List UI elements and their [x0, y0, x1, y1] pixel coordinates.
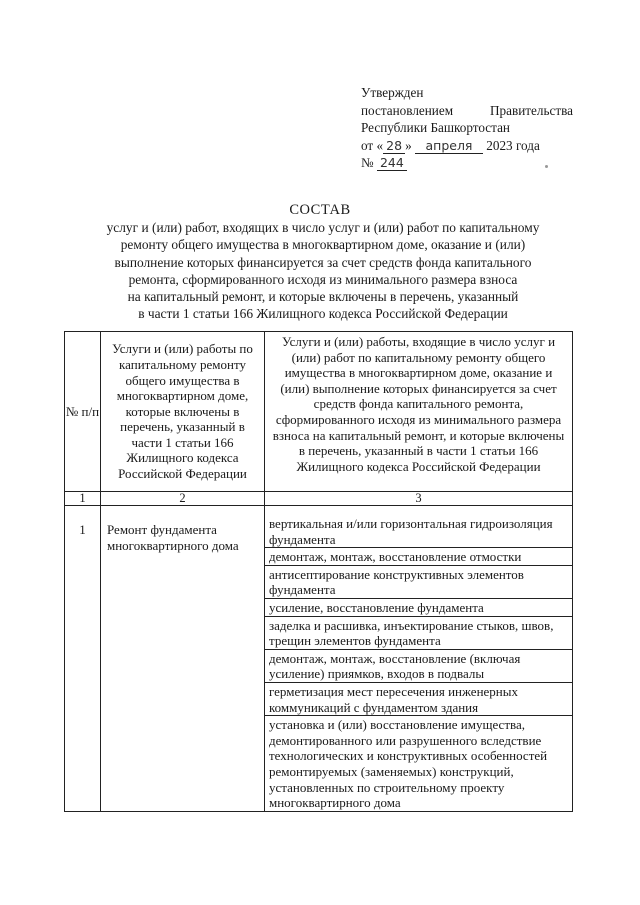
subservice-item: вертикальная и/или горизонтальная гидроизоляция фундамента [269, 516, 553, 547]
header-services: Услуги и (или) работы по капитальному ремонту общего имущества в многоквартирном доме, которые включены в перечень, указанный в части 1 статьи 166 Жилищного кодекса Российской Федерации [101, 332, 265, 492]
row-subservices [265, 506, 573, 812]
subservice-item: усиление, восстановление фундамента [265, 598, 572, 616]
approval-block [361, 84, 573, 172]
date-day: 28 [383, 139, 405, 154]
row-service: Ремонт фундамента многоквартирного дома [101, 506, 265, 812]
header-number: № п/п [65, 332, 101, 492]
approval-line-resolution [361, 102, 573, 120]
approval-number-line [361, 154, 573, 172]
document-title: СОСТАВ [289, 202, 351, 218]
date-month: апреля [415, 139, 483, 154]
services-table [64, 331, 573, 812]
subservice-item: антисептирование конструктивных элементов фундамента [265, 565, 572, 598]
subservice-item: демонтаж, монтаж, восстановление (включая усиление) приямков, входов в подвалы [265, 649, 572, 682]
table-header-row [65, 332, 573, 492]
number-prefix: № [361, 155, 374, 170]
date-year: 2023 года [486, 137, 540, 153]
subtitle-line: на капитальный ремонт, и которые включены в перечень, указанный [127, 289, 519, 305]
resolution-number: 244 [377, 156, 407, 171]
column-number: 3 [265, 492, 573, 506]
row-number: 1 [65, 506, 101, 812]
subservice-item: заделка и расшивка, инъектирование стыков, швов, трещин элементов фундамента [265, 616, 572, 649]
approval-line-approved: Утвержден [361, 85, 424, 100]
column-number: 1 [65, 492, 101, 506]
subtitle-line: ремонта, сформированного исходя из минимального размера взноса [128, 271, 518, 287]
column-numbers-row [65, 492, 573, 506]
document-subtitle [70, 219, 576, 323]
subservice-item: демонтаж, монтаж, восстановление отмостки [265, 547, 572, 565]
subservice-item: герметизация мест пересечения инженерных коммуникаций с фундаментом здания [265, 682, 572, 715]
table-row [65, 506, 573, 812]
approval-date-line [361, 137, 573, 155]
column-number: 2 [101, 492, 265, 506]
subservice-item: установка и (или) восстановление имущества, демонтированного или разрушенного вследствие технологических и конструктивных особенностей ремонтируемых (заменяемых) конструкций, установленных по строительному проекту многоквартирного дома [265, 715, 572, 811]
subtitle-line: выполнение которых финансируется за счет средств фонда капитального [114, 254, 532, 270]
header-subservices: Услуги и (или) работы, входящие в число услуг и (или) работ по капитальному ремонту общего имущества в многоквартирном доме, оказание и (или) выполнение которых финансируется за счет средств фонда капитального ремонта, сформированного исходя из минимального размера взноса на капитальный ремонт, и которые включены в перечень, указанный в части 1 статьи 166 Жилищного кодекса Российской Федерации [265, 332, 573, 492]
approval-resolution-word: постановлением [361, 102, 454, 118]
subtitle-line: услуг и (или) работ, входящих в число услуг и (или) работ по капитальному [106, 220, 540, 235]
date-prefix: от « [361, 137, 384, 153]
approval-line-republic: Республики Башкортостан [361, 120, 510, 135]
subtitle-line: ремонту общего имущества в многоквартирном доме, оказание и (или) [120, 237, 526, 253]
subtitle-line: в части 1 статьи 166 Жилищного кодекса Российской Федерации [138, 306, 508, 322]
approval-government-word: Правительства [490, 102, 573, 118]
date-mid: » [405, 137, 412, 153]
scan-dot [545, 165, 548, 168]
